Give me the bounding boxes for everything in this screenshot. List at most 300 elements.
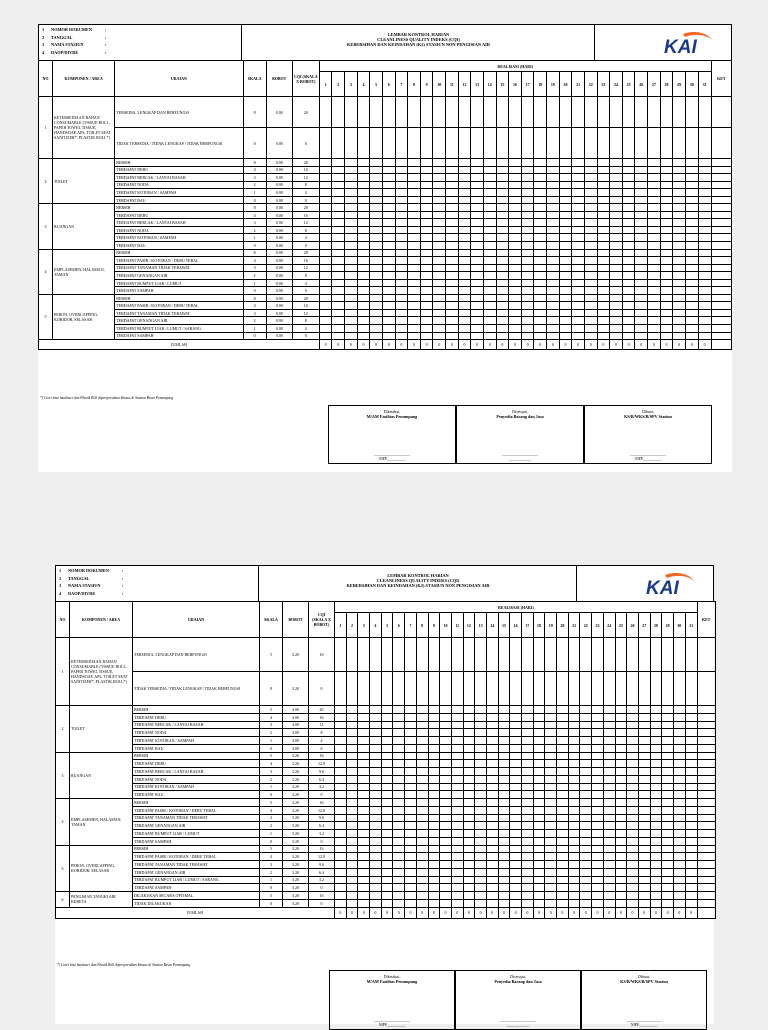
- day-input-cell[interactable]: [395, 174, 408, 182]
- day-input-cell[interactable]: [622, 302, 635, 310]
- day-input-cell[interactable]: [319, 264, 332, 272]
- day-input-cell[interactable]: [408, 279, 421, 287]
- day-input-cell[interactable]: [615, 729, 627, 737]
- day-input-cell[interactable]: [319, 332, 332, 340]
- day-input-cell[interactable]: [660, 211, 673, 219]
- day-input-cell[interactable]: [381, 876, 393, 884]
- day-input-cell[interactable]: [559, 211, 572, 219]
- day-input-cell[interactable]: [471, 128, 484, 159]
- day-input-cell[interactable]: [592, 892, 604, 900]
- day-input-cell[interactable]: [420, 196, 433, 204]
- day-input-cell[interactable]: [420, 128, 433, 159]
- day-input-cell[interactable]: [592, 830, 604, 838]
- day-input-cell[interactable]: [597, 189, 610, 197]
- day-input-cell[interactable]: [381, 837, 393, 845]
- day-input-cell[interactable]: [580, 737, 592, 745]
- day-input-cell[interactable]: [557, 868, 569, 876]
- day-input-cell[interactable]: [416, 830, 428, 838]
- day-input-cell[interactable]: [335, 752, 347, 760]
- day-input-cell[interactable]: [698, 226, 711, 234]
- day-input-cell[interactable]: [405, 721, 417, 729]
- day-input-cell[interactable]: [648, 211, 661, 219]
- day-input-cell[interactable]: [673, 189, 686, 197]
- day-input-cell[interactable]: [509, 302, 522, 310]
- day-input-cell[interactable]: [370, 242, 383, 250]
- day-input-cell[interactable]: [463, 892, 475, 900]
- day-input-cell[interactable]: [370, 752, 382, 760]
- day-input-cell[interactable]: [428, 799, 440, 807]
- day-input-cell[interactable]: [440, 899, 452, 907]
- day-input-cell[interactable]: [557, 638, 569, 672]
- day-input-cell[interactable]: [568, 638, 580, 672]
- day-input-cell[interactable]: [332, 234, 345, 242]
- day-input-cell[interactable]: [428, 861, 440, 869]
- day-input-cell[interactable]: [395, 181, 408, 189]
- day-input-cell[interactable]: [572, 196, 585, 204]
- day-input-cell[interactable]: [319, 97, 332, 128]
- day-input-cell[interactable]: [580, 822, 592, 830]
- day-input-cell[interactable]: [416, 822, 428, 830]
- day-input-cell[interactable]: [395, 128, 408, 159]
- day-input-cell[interactable]: [335, 744, 347, 752]
- day-input-cell[interactable]: [615, 783, 627, 791]
- day-input-cell[interactable]: [408, 189, 421, 197]
- day-input-cell[interactable]: [395, 97, 408, 128]
- day-input-cell[interactable]: [584, 302, 597, 310]
- ket-cell[interactable]: [697, 760, 715, 768]
- day-input-cell[interactable]: [660, 287, 673, 295]
- day-input-cell[interactable]: [592, 791, 604, 799]
- day-input-cell[interactable]: [685, 302, 698, 310]
- day-input-cell[interactable]: [420, 309, 433, 317]
- day-input-cell[interactable]: [648, 97, 661, 128]
- day-input-cell[interactable]: [358, 638, 370, 672]
- day-input-cell[interactable]: [405, 868, 417, 876]
- day-input-cell[interactable]: [603, 791, 615, 799]
- day-input-cell[interactable]: [534, 279, 547, 287]
- day-input-cell[interactable]: [335, 822, 347, 830]
- day-input-cell[interactable]: [698, 302, 711, 310]
- day-input-cell[interactable]: [660, 272, 673, 280]
- day-input-cell[interactable]: [650, 892, 662, 900]
- day-input-cell[interactable]: [433, 97, 446, 128]
- ket-cell[interactable]: [697, 806, 715, 814]
- day-input-cell[interactable]: [584, 174, 597, 182]
- day-input-cell[interactable]: [345, 287, 358, 295]
- day-input-cell[interactable]: [509, 272, 522, 280]
- day-input-cell[interactable]: [471, 219, 484, 227]
- day-input-cell[interactable]: [662, 845, 674, 853]
- day-input-cell[interactable]: [345, 159, 358, 167]
- day-input-cell[interactable]: [559, 97, 572, 128]
- day-input-cell[interactable]: [370, 166, 383, 174]
- day-input-cell[interactable]: [638, 845, 650, 853]
- day-input-cell[interactable]: [408, 219, 421, 227]
- day-input-cell[interactable]: [405, 713, 417, 721]
- day-input-cell[interactable]: [698, 279, 711, 287]
- day-input-cell[interactable]: [673, 196, 686, 204]
- day-input-cell[interactable]: [572, 174, 585, 182]
- day-input-cell[interactable]: [660, 181, 673, 189]
- day-input-cell[interactable]: [440, 822, 452, 830]
- day-input-cell[interactable]: [416, 806, 428, 814]
- day-input-cell[interactable]: [486, 814, 498, 822]
- day-input-cell[interactable]: [622, 204, 635, 212]
- day-input-cell[interactable]: [463, 814, 475, 822]
- day-input-cell[interactable]: [405, 672, 417, 706]
- ket-cell[interactable]: [697, 737, 715, 745]
- day-input-cell[interactable]: [635, 159, 648, 167]
- day-input-cell[interactable]: [622, 272, 635, 280]
- day-input-cell[interactable]: [475, 822, 487, 830]
- day-input-cell[interactable]: [471, 174, 484, 182]
- day-input-cell[interactable]: [627, 752, 639, 760]
- day-input-cell[interactable]: [584, 196, 597, 204]
- day-input-cell[interactable]: [458, 234, 471, 242]
- day-input-cell[interactable]: [580, 791, 592, 799]
- day-input-cell[interactable]: [662, 861, 674, 869]
- day-input-cell[interactable]: [603, 853, 615, 861]
- day-input-cell[interactable]: [335, 861, 347, 869]
- day-input-cell[interactable]: [370, 332, 383, 340]
- day-input-cell[interactable]: [638, 672, 650, 706]
- day-input-cell[interactable]: [635, 287, 648, 295]
- day-input-cell[interactable]: [580, 884, 592, 892]
- day-input-cell[interactable]: [635, 294, 648, 302]
- day-input-cell[interactable]: [603, 814, 615, 822]
- day-input-cell[interactable]: [357, 249, 370, 257]
- day-input-cell[interactable]: [534, 309, 547, 317]
- day-input-cell[interactable]: [509, 257, 522, 265]
- day-input-cell[interactable]: [698, 325, 711, 333]
- day-input-cell[interactable]: [458, 325, 471, 333]
- day-input-cell[interactable]: [638, 892, 650, 900]
- day-input-cell[interactable]: [382, 302, 395, 310]
- day-input-cell[interactable]: [335, 760, 347, 768]
- day-input-cell[interactable]: [673, 272, 686, 280]
- day-input-cell[interactable]: [622, 249, 635, 257]
- day-input-cell[interactable]: [496, 226, 509, 234]
- day-input-cell[interactable]: [408, 166, 421, 174]
- day-input-cell[interactable]: [615, 853, 627, 861]
- day-input-cell[interactable]: [509, 249, 522, 257]
- day-input-cell[interactable]: [332, 204, 345, 212]
- day-input-cell[interactable]: [635, 204, 648, 212]
- day-input-cell[interactable]: [393, 638, 405, 672]
- day-input-cell[interactable]: [451, 876, 463, 884]
- day-input-cell[interactable]: [420, 242, 433, 250]
- day-input-cell[interactable]: [433, 287, 446, 295]
- day-input-cell[interactable]: [395, 272, 408, 280]
- ket-cell[interactable]: [697, 845, 715, 853]
- day-input-cell[interactable]: [486, 638, 498, 672]
- day-input-cell[interactable]: [547, 279, 560, 287]
- day-input-cell[interactable]: [610, 294, 623, 302]
- day-input-cell[interactable]: [648, 226, 661, 234]
- day-input-cell[interactable]: [357, 97, 370, 128]
- ket-cell[interactable]: [697, 783, 715, 791]
- day-input-cell[interactable]: [509, 211, 522, 219]
- day-input-cell[interactable]: [496, 294, 509, 302]
- day-input-cell[interactable]: [534, 249, 547, 257]
- day-input-cell[interactable]: [381, 638, 393, 672]
- day-input-cell[interactable]: [673, 242, 686, 250]
- day-input-cell[interactable]: [428, 729, 440, 737]
- day-input-cell[interactable]: [627, 845, 639, 853]
- day-input-cell[interactable]: [510, 713, 522, 721]
- day-input-cell[interactable]: [498, 744, 510, 752]
- day-input-cell[interactable]: [534, 181, 547, 189]
- day-input-cell[interactable]: [475, 876, 487, 884]
- day-input-cell[interactable]: [395, 309, 408, 317]
- day-input-cell[interactable]: [416, 861, 428, 869]
- day-input-cell[interactable]: [673, 181, 686, 189]
- day-input-cell[interactable]: [545, 822, 557, 830]
- day-input-cell[interactable]: [332, 242, 345, 250]
- day-input-cell[interactable]: [395, 204, 408, 212]
- day-input-cell[interactable]: [627, 706, 639, 714]
- day-input-cell[interactable]: [510, 783, 522, 791]
- day-input-cell[interactable]: [509, 97, 522, 128]
- day-input-cell[interactable]: [370, 672, 382, 706]
- day-input-cell[interactable]: [475, 892, 487, 900]
- day-input-cell[interactable]: [428, 868, 440, 876]
- day-input-cell[interactable]: [370, 892, 382, 900]
- day-input-cell[interactable]: [685, 768, 697, 776]
- day-input-cell[interactable]: [346, 768, 358, 776]
- day-input-cell[interactable]: [685, 868, 697, 876]
- day-input-cell[interactable]: [622, 189, 635, 197]
- day-input-cell[interactable]: [660, 166, 673, 174]
- day-input-cell[interactable]: [486, 752, 498, 760]
- day-input-cell[interactable]: [650, 721, 662, 729]
- day-input-cell[interactable]: [545, 868, 557, 876]
- day-input-cell[interactable]: [420, 287, 433, 295]
- day-input-cell[interactable]: [545, 876, 557, 884]
- day-input-cell[interactable]: [635, 219, 648, 227]
- day-input-cell[interactable]: [559, 309, 572, 317]
- day-input-cell[interactable]: [483, 287, 496, 295]
- day-input-cell[interactable]: [568, 845, 580, 853]
- day-input-cell[interactable]: [393, 806, 405, 814]
- day-input-cell[interactable]: [446, 272, 459, 280]
- day-input-cell[interactable]: [648, 159, 661, 167]
- day-input-cell[interactable]: [648, 264, 661, 272]
- day-input-cell[interactable]: [521, 219, 534, 227]
- day-input-cell[interactable]: [458, 242, 471, 250]
- day-input-cell[interactable]: [408, 272, 421, 280]
- day-input-cell[interactable]: [557, 822, 569, 830]
- day-input-cell[interactable]: [648, 309, 661, 317]
- day-input-cell[interactable]: [433, 264, 446, 272]
- day-input-cell[interactable]: [416, 713, 428, 721]
- day-input-cell[interactable]: [510, 876, 522, 884]
- day-input-cell[interactable]: [370, 760, 382, 768]
- day-input-cell[interactable]: [603, 806, 615, 814]
- day-input-cell[interactable]: [463, 822, 475, 830]
- day-input-cell[interactable]: [486, 783, 498, 791]
- day-input-cell[interactable]: [603, 783, 615, 791]
- day-input-cell[interactable]: [405, 775, 417, 783]
- day-input-cell[interactable]: [533, 706, 545, 714]
- day-input-cell[interactable]: [592, 806, 604, 814]
- ket-cell[interactable]: [711, 181, 731, 189]
- day-input-cell[interactable]: [475, 744, 487, 752]
- ket-cell[interactable]: [697, 822, 715, 830]
- day-input-cell[interactable]: [580, 876, 592, 884]
- day-input-cell[interactable]: [483, 211, 496, 219]
- day-input-cell[interactable]: [610, 317, 623, 325]
- day-input-cell[interactable]: [635, 234, 648, 242]
- day-input-cell[interactable]: [345, 242, 358, 250]
- day-input-cell[interactable]: [405, 837, 417, 845]
- day-input-cell[interactable]: [592, 822, 604, 830]
- day-input-cell[interactable]: [416, 775, 428, 783]
- day-input-cell[interactable]: [603, 752, 615, 760]
- day-input-cell[interactable]: [635, 317, 648, 325]
- day-input-cell[interactable]: [381, 783, 393, 791]
- day-input-cell[interactable]: [382, 159, 395, 167]
- day-input-cell[interactable]: [440, 729, 452, 737]
- day-input-cell[interactable]: [592, 713, 604, 721]
- day-input-cell[interactable]: [592, 876, 604, 884]
- day-input-cell[interactable]: [521, 181, 534, 189]
- day-input-cell[interactable]: [346, 853, 358, 861]
- day-input-cell[interactable]: [597, 309, 610, 317]
- day-input-cell[interactable]: [393, 853, 405, 861]
- day-input-cell[interactable]: [572, 272, 585, 280]
- day-input-cell[interactable]: [533, 868, 545, 876]
- day-input-cell[interactable]: [510, 806, 522, 814]
- day-input-cell[interactable]: [580, 760, 592, 768]
- day-input-cell[interactable]: [673, 226, 686, 234]
- day-input-cell[interactable]: [416, 876, 428, 884]
- day-input-cell[interactable]: [673, 317, 686, 325]
- day-input-cell[interactable]: [615, 799, 627, 807]
- ket-cell[interactable]: [697, 721, 715, 729]
- day-input-cell[interactable]: [534, 302, 547, 310]
- day-input-cell[interactable]: [357, 234, 370, 242]
- day-input-cell[interactable]: [597, 211, 610, 219]
- day-input-cell[interactable]: [510, 845, 522, 853]
- day-input-cell[interactable]: [357, 226, 370, 234]
- day-input-cell[interactable]: [486, 868, 498, 876]
- day-input-cell[interactable]: [335, 799, 347, 807]
- day-input-cell[interactable]: [521, 264, 534, 272]
- day-input-cell[interactable]: [319, 272, 332, 280]
- day-input-cell[interactable]: [420, 226, 433, 234]
- day-input-cell[interactable]: [428, 775, 440, 783]
- ket-cell[interactable]: [697, 752, 715, 760]
- day-input-cell[interactable]: [584, 211, 597, 219]
- day-input-cell[interactable]: [370, 302, 383, 310]
- day-input-cell[interactable]: [486, 672, 498, 706]
- day-input-cell[interactable]: [533, 729, 545, 737]
- day-input-cell[interactable]: [496, 325, 509, 333]
- day-input-cell[interactable]: [440, 744, 452, 752]
- day-input-cell[interactable]: [615, 791, 627, 799]
- day-input-cell[interactable]: [395, 196, 408, 204]
- day-input-cell[interactable]: [592, 775, 604, 783]
- day-input-cell[interactable]: [408, 159, 421, 167]
- day-input-cell[interactable]: [451, 791, 463, 799]
- day-input-cell[interactable]: [673, 257, 686, 265]
- day-input-cell[interactable]: [346, 892, 358, 900]
- day-input-cell[interactable]: [534, 196, 547, 204]
- day-input-cell[interactable]: [660, 309, 673, 317]
- day-input-cell[interactable]: [533, 672, 545, 706]
- day-input-cell[interactable]: [370, 97, 383, 128]
- day-input-cell[interactable]: [559, 242, 572, 250]
- day-input-cell[interactable]: [627, 729, 639, 737]
- day-input-cell[interactable]: [521, 189, 534, 197]
- day-input-cell[interactable]: [345, 294, 358, 302]
- day-input-cell[interactable]: [650, 791, 662, 799]
- day-input-cell[interactable]: [615, 830, 627, 838]
- day-input-cell[interactable]: [471, 196, 484, 204]
- day-input-cell[interactable]: [440, 830, 452, 838]
- day-input-cell[interactable]: [463, 868, 475, 876]
- day-input-cell[interactable]: [534, 272, 547, 280]
- day-input-cell[interactable]: [673, 159, 686, 167]
- day-input-cell[interactable]: [483, 189, 496, 197]
- day-input-cell[interactable]: [557, 837, 569, 845]
- day-input-cell[interactable]: [420, 294, 433, 302]
- day-input-cell[interactable]: [534, 211, 547, 219]
- day-input-cell[interactable]: [335, 892, 347, 900]
- day-input-cell[interactable]: [685, 884, 697, 892]
- day-input-cell[interactable]: [547, 159, 560, 167]
- day-input-cell[interactable]: [597, 174, 610, 182]
- day-input-cell[interactable]: [568, 806, 580, 814]
- day-input-cell[interactable]: [673, 234, 686, 242]
- day-input-cell[interactable]: [393, 799, 405, 807]
- day-input-cell[interactable]: [662, 892, 674, 900]
- day-input-cell[interactable]: [622, 317, 635, 325]
- day-input-cell[interactable]: [650, 760, 662, 768]
- day-input-cell[interactable]: [405, 729, 417, 737]
- day-input-cell[interactable]: [471, 325, 484, 333]
- day-input-cell[interactable]: [547, 211, 560, 219]
- day-input-cell[interactable]: [358, 744, 370, 752]
- day-input-cell[interactable]: [332, 317, 345, 325]
- day-input-cell[interactable]: [416, 783, 428, 791]
- day-input-cell[interactable]: [622, 196, 635, 204]
- day-input-cell[interactable]: [471, 264, 484, 272]
- day-input-cell[interactable]: [451, 837, 463, 845]
- day-input-cell[interactable]: [685, 181, 698, 189]
- day-input-cell[interactable]: [370, 853, 382, 861]
- day-input-cell[interactable]: [627, 884, 639, 892]
- day-input-cell[interactable]: [420, 317, 433, 325]
- day-input-cell[interactable]: [685, 219, 698, 227]
- day-input-cell[interactable]: [648, 166, 661, 174]
- day-input-cell[interactable]: [346, 752, 358, 760]
- day-input-cell[interactable]: [440, 837, 452, 845]
- day-input-cell[interactable]: [446, 264, 459, 272]
- day-input-cell[interactable]: [698, 242, 711, 250]
- day-input-cell[interactable]: [498, 884, 510, 892]
- day-input-cell[interactable]: [335, 814, 347, 822]
- day-input-cell[interactable]: [370, 791, 382, 799]
- day-input-cell[interactable]: [382, 294, 395, 302]
- day-input-cell[interactable]: [463, 806, 475, 814]
- day-input-cell[interactable]: [597, 234, 610, 242]
- day-input-cell[interactable]: [405, 822, 417, 830]
- day-input-cell[interactable]: [592, 737, 604, 745]
- day-input-cell[interactable]: [557, 760, 569, 768]
- day-input-cell[interactable]: [458, 174, 471, 182]
